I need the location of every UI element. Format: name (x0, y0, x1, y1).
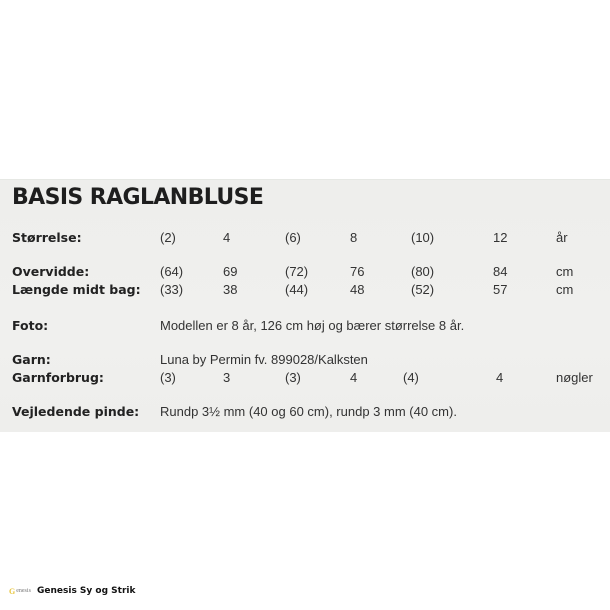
length-value: 38 (223, 282, 238, 297)
size-value: (10) (411, 230, 435, 245)
size-value: 8 (350, 230, 358, 245)
info-panel (0, 179, 610, 432)
brand-name: Genesis Sy og Strik (37, 586, 136, 596)
size-unit: år (556, 230, 568, 245)
length-value: (33) (160, 282, 184, 297)
length-label: Længde midt bag: (12, 282, 141, 297)
row-photo (0, 318, 610, 334)
yarn-usage-value: (3) (285, 370, 301, 385)
chest-unit: cm (556, 264, 574, 279)
chest-value: 69 (223, 264, 238, 279)
photo-text: Modellen er 8 år, 126 cm høj og bærer størrelse 8 år. (160, 318, 465, 333)
logo-initial: G (9, 586, 16, 596)
chest-label: Overvidde: (12, 264, 90, 279)
length-value: 57 (493, 282, 508, 297)
length-value: (52) (411, 282, 435, 297)
row-chest (0, 264, 610, 280)
photo-label: Foto: (12, 318, 49, 333)
chest-value: (72) (285, 264, 309, 279)
footer (9, 585, 135, 597)
yarn-text: Luna by Permin fv. 899028/Kalksten (160, 352, 368, 367)
chest-value: (64) (160, 264, 184, 279)
yarn-usage-value: 3 (223, 370, 231, 385)
yarn-usage-unit: nøgler (556, 370, 593, 385)
size-label: Størrelse: (12, 230, 82, 245)
length-value: (44) (285, 282, 309, 297)
genesis-logo-icon (9, 587, 37, 596)
size-value: 4 (223, 230, 231, 245)
length-value: 48 (350, 282, 365, 297)
row-size (0, 230, 610, 246)
pattern-title: BASIS RAGLANBLUSE (12, 185, 264, 210)
length-unit: cm (556, 282, 574, 297)
yarn-usage-value: 4 (496, 370, 504, 385)
size-value: 12 (493, 230, 508, 245)
row-yarn (0, 352, 610, 368)
yarn-label: Garn: (12, 352, 51, 367)
chest-value: 84 (493, 264, 508, 279)
size-value: (6) (285, 230, 301, 245)
yarn-usage-value: (4) (403, 370, 419, 385)
row-yarn-usage (0, 370, 610, 386)
chest-value: (80) (411, 264, 435, 279)
yarn-usage-value: (3) (160, 370, 176, 385)
needles-label: Vejledende pinde: (12, 404, 140, 419)
row-needles (0, 404, 610, 420)
yarn-usage-value: 4 (350, 370, 358, 385)
logo-text: enesis (16, 588, 31, 594)
needles-text: Rundp 3½ mm (40 og 60 cm), rundp 3 mm (40 cm). (160, 404, 457, 419)
yarn-usage-label: Garnforbrug: (12, 370, 104, 385)
row-length (0, 282, 610, 298)
size-value: (2) (160, 230, 176, 245)
chest-value: 76 (350, 264, 365, 279)
